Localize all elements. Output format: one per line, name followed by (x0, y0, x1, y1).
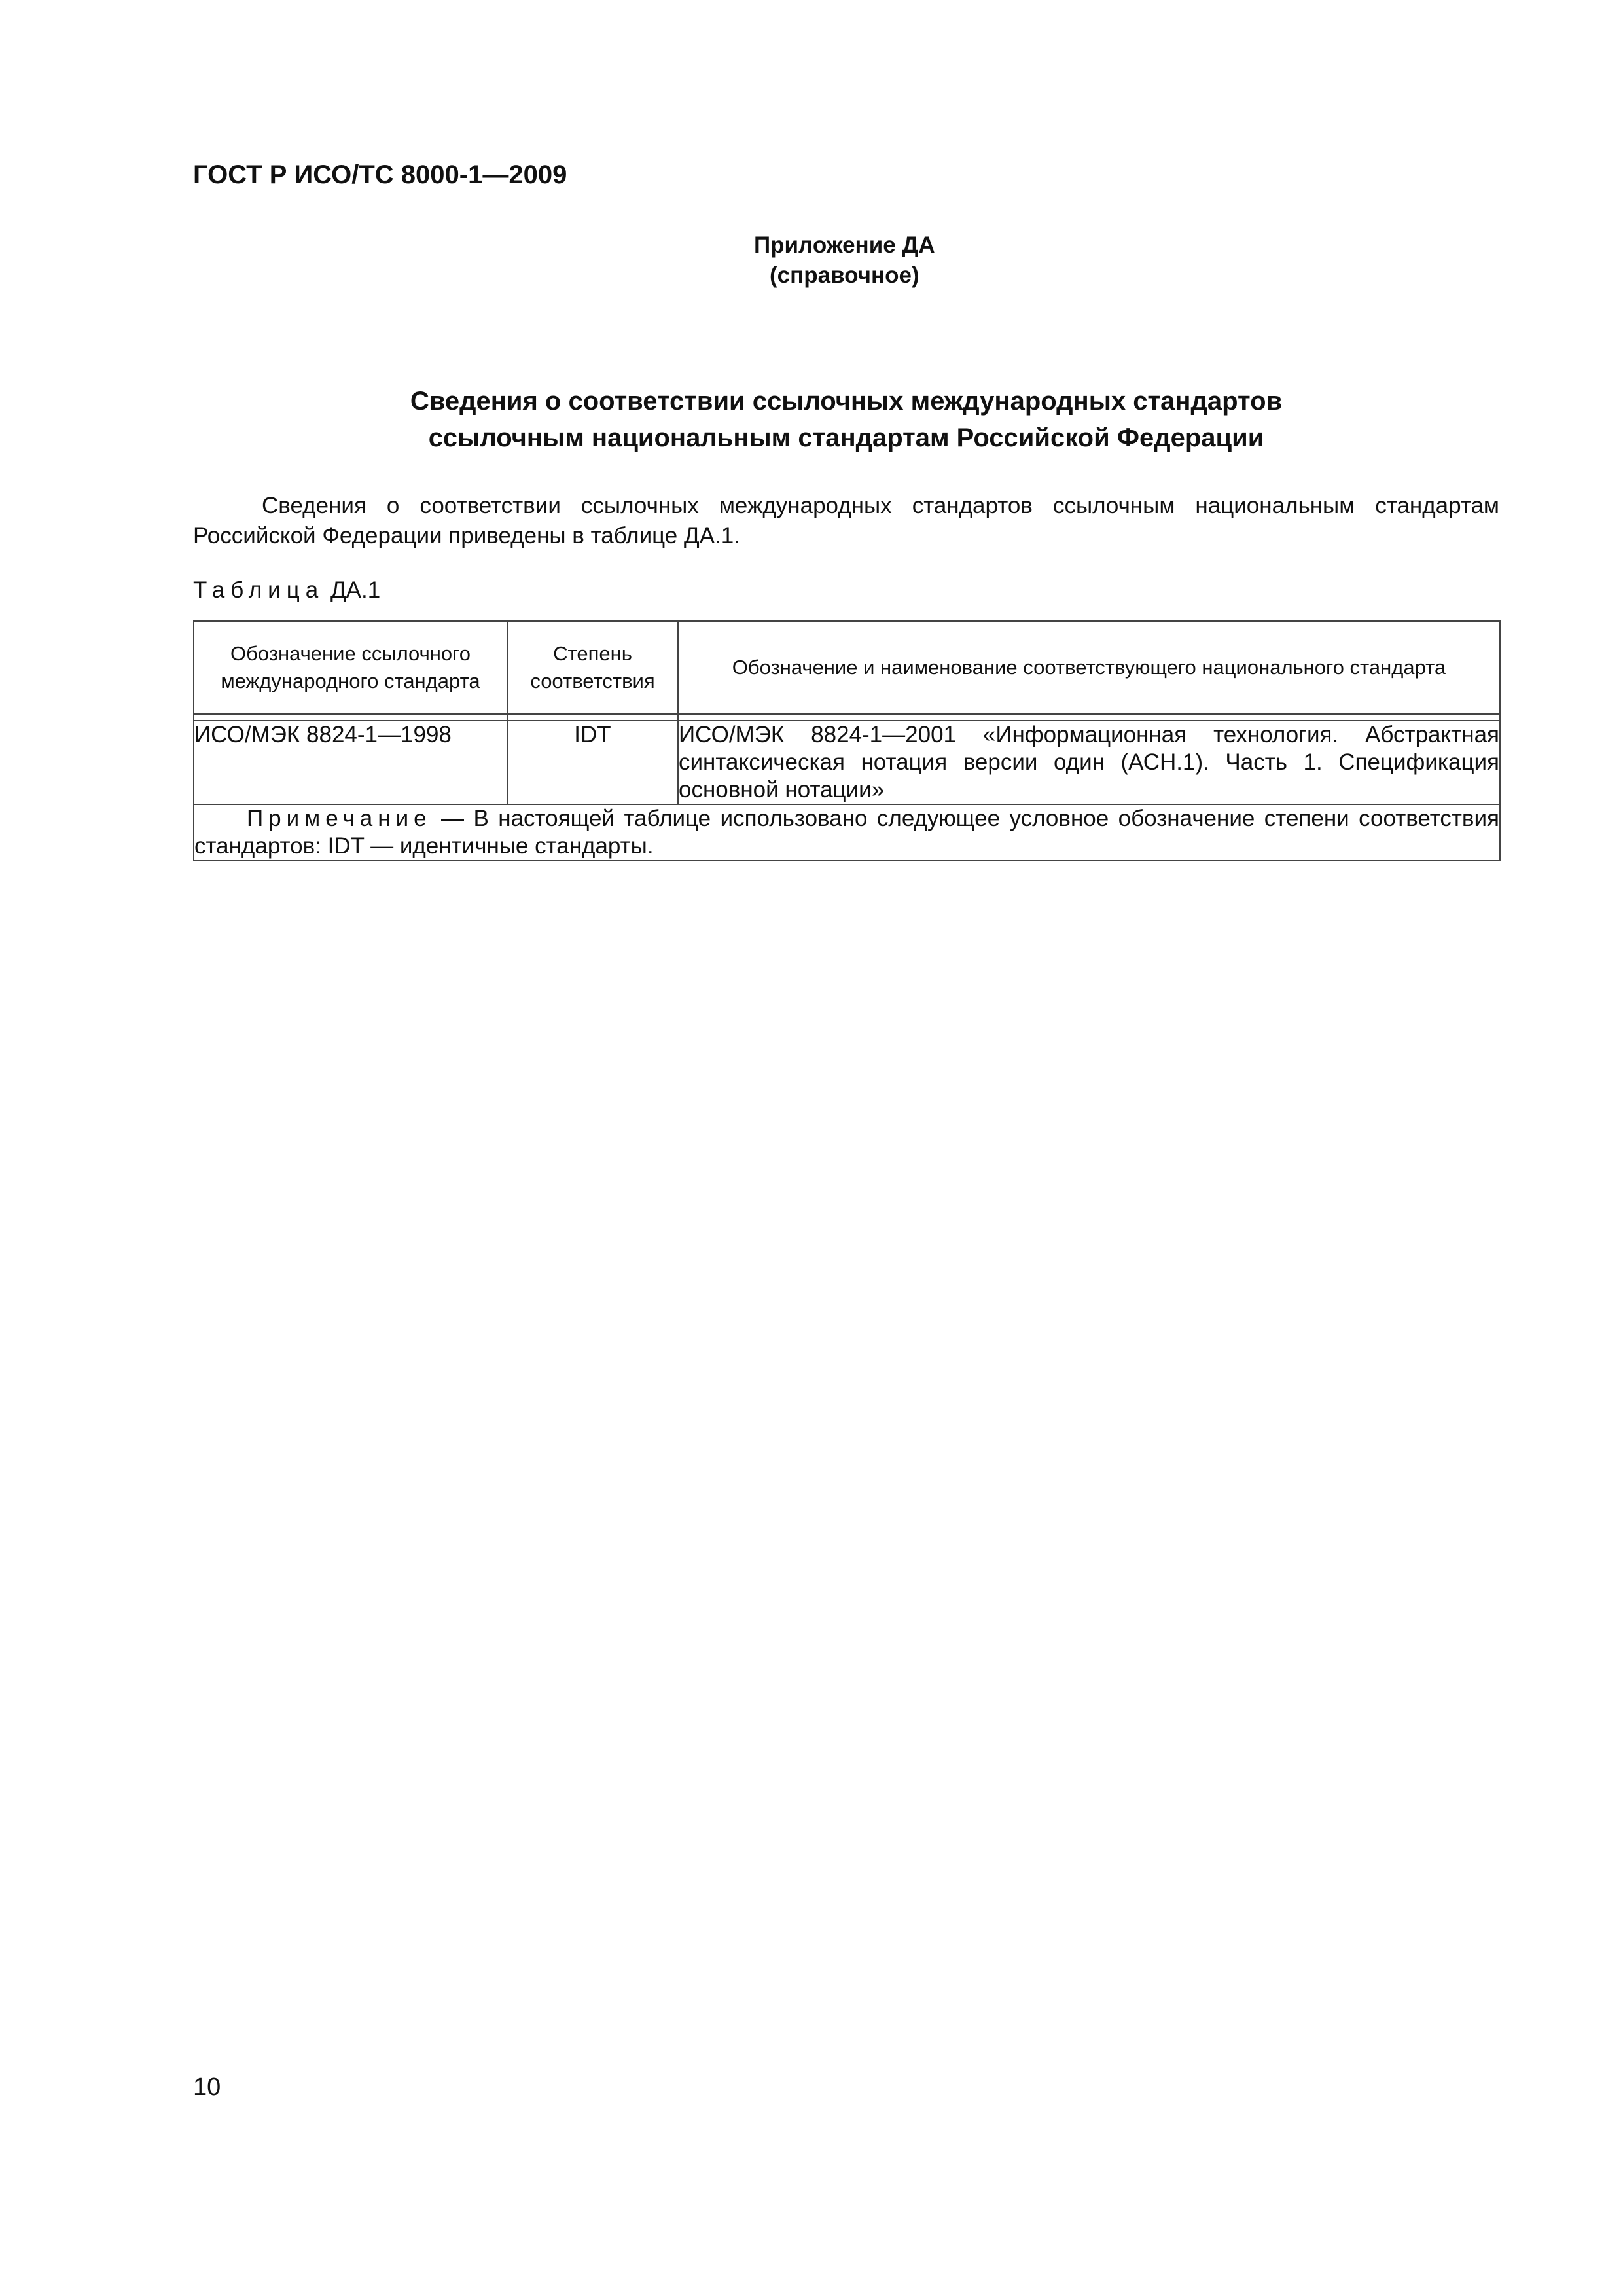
header-separator-cell (678, 714, 1500, 721)
table-row (194, 721, 1500, 804)
section-title-line-2: ссылочным национальным стандартам Российской Федерации (428, 423, 1264, 452)
note-label: Примечание (247, 806, 432, 831)
cell-international-standard: ИСО/МЭК 8824-1—1998 (194, 721, 507, 804)
table-note (194, 804, 1500, 861)
appendix-kind: (справочное) (770, 262, 919, 288)
table-header-row (194, 621, 1500, 714)
header-international-standard: Обозначение ссылочного международного стандарта (194, 621, 507, 714)
table-note-row (194, 804, 1500, 861)
table-caption-word: Таблица (193, 577, 325, 603)
table-caption-id: ДА.1 (330, 577, 381, 603)
note-text: — В настоящей таблице использовано следующее условное обозначение степени соответствия стандартов: IDT — идентичные стандарты. (194, 806, 1499, 859)
header-separator-cell (507, 714, 678, 721)
intro-paragraph: Сведения о соответствии ссылочных международных стандартов ссылочным национальным стандартам Российской Федерации приведены в таблице ДА.1. (193, 493, 1499, 548)
table-caption (193, 577, 380, 603)
header-separator-row (194, 714, 1500, 721)
cell-degree: IDT (507, 721, 678, 804)
document-code-header: ГОСТ Р ИСО/ТС 8000-1—2009 (193, 160, 567, 189)
header-national-standard: Обозначение и наименование соответствующего национального стандарта (678, 621, 1500, 714)
header-separator-cell (194, 714, 507, 721)
section-title-line-1: Сведения о соответствии ссылочных международных стандартов (410, 387, 1283, 416)
correspondence-table (193, 620, 1501, 861)
cell-national-standard: ИСО/МЭК 8824-1—2001 «Информационная технология. Абстрактная синтаксическая нотация версии один (АСН.1). Часть 1. Спецификация основной нотации» (678, 721, 1500, 804)
appendix-title: Приложение ДА (754, 232, 935, 258)
page-number: 10 (193, 2073, 221, 2101)
section-title (193, 383, 1499, 456)
header-degree-of-correspondence: Степень соответствия (507, 621, 678, 714)
